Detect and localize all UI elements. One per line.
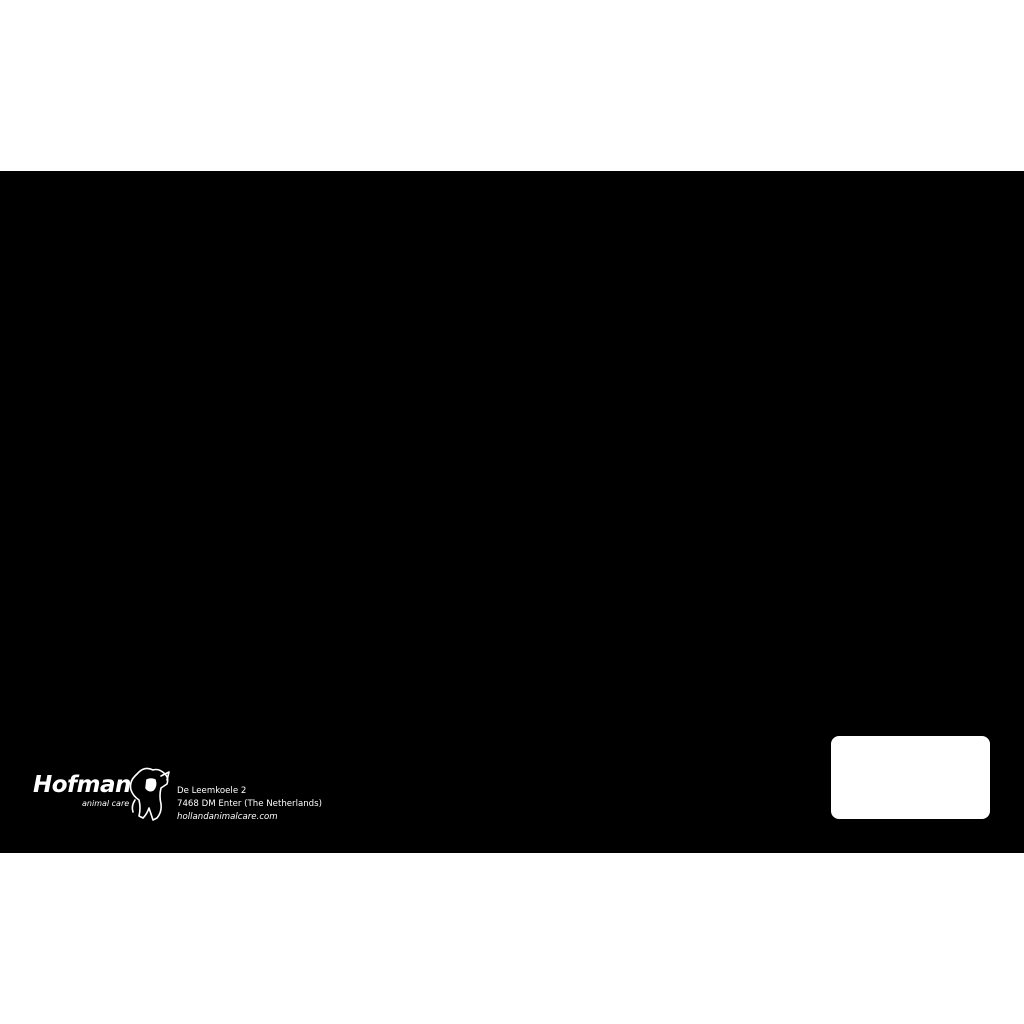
fr-comp-line2: 5,0% marc de pomme (séché); mélasse de canne à sucre; orge; maïs; — [519, 553, 944, 568]
en-anal-label: Analytical constituents: — [519, 340, 682, 355]
cow-icon — [125, 766, 175, 822]
section-en — [519, 241, 993, 435]
de-storage — [34, 687, 506, 726]
lang-code-nl: NL — [34, 243, 52, 257]
fr-stor-label: Conservation: — [519, 669, 615, 684]
en-anal-line2: crude protein 9.6%; crude fat 3.2%; calcium 3.0%; phosphorus 0.6%; sodium 0.1%. — [519, 359, 988, 393]
section-de — [34, 513, 506, 765]
en-stor-line2: each use. Best before: see barcode. — [519, 417, 737, 432]
nl-analysis — [34, 377, 506, 416]
fr-storage — [519, 668, 993, 707]
fr-anal-line1: Cellulose brute 15,4%; cendres brutes 12,2%; — [695, 592, 978, 607]
en-comp-label: Composition: — [519, 281, 610, 296]
fr-stor-line3: voir code-barres. — [519, 747, 622, 762]
de-comp-label: Zusammensetzung: — [34, 553, 169, 568]
section-spacer — [34, 493, 506, 512]
fr-comp-label: Composition: — [519, 514, 610, 529]
lang-code-de: DE — [34, 514, 53, 529]
product-title: Sweet Blocks Apple — [34, 195, 224, 215]
en-feed-label: Feed instructions: — [519, 262, 643, 277]
de-stor-line1: Kühl und trocken < 25°C. Vor direkter Sonneneinstrahlung schützen. — [34, 689, 462, 723]
fr-intro — [519, 454, 993, 473]
company-address — [177, 785, 322, 824]
en-comp-line1: Wheat bran; oat hulls; calcium carbonate; lucerne meal; — [609, 281, 955, 296]
nl-stor-line1: Koel en droog < 25°C. Buiten direct zonlicht. Verpakking sluiten na — [34, 437, 494, 471]
de-stor-line2: Verpackung schließen nach jedem Gebrauch. Mindestens haltbar bis: siehe — [34, 728, 490, 743]
section-spacer — [519, 435, 993, 454]
de-feed — [34, 532, 506, 551]
de-analysis — [34, 629, 506, 668]
fr-feed — [519, 474, 993, 513]
logo-wordmark: Hofman — [33, 772, 131, 798]
fr-feed-label: Instructions d’alimentation: — [519, 475, 711, 490]
de-anal-label: Analytische Bestandteile: — [34, 631, 210, 646]
en-anal-line1: Crude fibre 15.4%; crude ash 12.2%; — [681, 340, 910, 355]
fr-stor-line1: Dans un endroit frais et sec < 25°C. À l’abri des rayons directs du — [519, 669, 954, 704]
fr-anal-line2: protéine brute 9,6%; matières grasses brutes 3,2%; calcium 3,0%; phosphore 0,6%; — [519, 611, 991, 646]
fr-anal-label: Constituants analytiques: — [519, 592, 696, 607]
nl-comp-label: Samenstelling: — [34, 281, 137, 296]
section-nl — [34, 241, 506, 493]
de-intro-text: Ergänzungsfuttermittel für Pferde. — [52, 514, 264, 529]
nl-storage — [34, 435, 506, 474]
en-comp-line3: 0.1% apple pieces (dried). — [519, 320, 679, 335]
en-feed-text: Up to 200 grams per animal per day. — [642, 262, 870, 277]
nl-stor-label: Bewaring: — [34, 437, 104, 452]
en-comp-line2: 5.0% apple pomace (dried); sugar cane molasses; barley; maize; — [519, 301, 914, 316]
nl-composition — [34, 280, 506, 319]
en-composition — [519, 280, 993, 299]
nl-intro-text: Aanvullend diervoeder voor paarden. — [51, 243, 282, 257]
nl-anal-line1: Ruwe celstof 15,4%; ruwe as 12,2%; ruw eiwit 9,6%; — [34, 378, 500, 413]
nl-anal-line2: ruw vet 3,2%; calcium 3,0%; fosfor 0,6%; natrium 0,1%. — [34, 417, 375, 432]
company-website: hollandanimalcare.com — [177, 812, 278, 822]
registration-label: Registration number NVWA: — [519, 786, 712, 801]
section-fr — [519, 454, 993, 765]
fr-analysis — [519, 590, 993, 609]
nl-comp-line1: Tarwezemelen; haverschillen; calciumcarbonaat; luzernemeel; — [34, 281, 436, 316]
de-composition — [34, 551, 506, 570]
de-feed-label: Fütterungsempfehlung: — [34, 534, 197, 549]
fr-intro-text: Aliment complémentaire pour des chevaux. — [536, 456, 806, 471]
en-stor-line1: Cool and dry < 25°C. Out of direct sunlight. Close packaging after — [577, 398, 982, 413]
nl-feed — [34, 260, 506, 279]
fr-comp-line1: Son de blé; son d’avoine; carbonate de calcium; farine de luzerne; — [519, 514, 964, 549]
de-anal-line1: Rohfaser 15,4%; Rohasche 12,2%; Rohprotein 9,6%; — [34, 631, 492, 665]
lang-code-en: EN — [519, 243, 538, 257]
nl-comp-line2: 5,0% appelpulp (gedroogd); suikerrietmelasse; gerst; maïs; 0,1% appelstukjes — [34, 320, 429, 355]
fr-stor-line2: soleil. Fermer l’emballage après chaque utilisation. À utiliser de préférence avant: — [519, 708, 974, 743]
de-comp-line3: 0,1% Apfelstücke (getrocknet). — [34, 611, 222, 626]
de-intro — [34, 513, 506, 532]
nl-intro — [34, 241, 506, 260]
de-comp-line2: Luzernemehl; 5,0% Apfeltrester (getrocknet); Zuckerrohrmelasse; Gerste; Mais; — [34, 572, 482, 607]
fr-anal-line3: sodium 0,1%. — [519, 650, 602, 665]
de-stor-label: Lagerung: — [34, 689, 104, 704]
de-stor-line3: Barcode. — [34, 747, 88, 762]
de-comp-line1: Weizenkleie; Haferschälkleie; Calciumcarbonat; — [168, 553, 461, 568]
nl-feed-label: Voederadvies: — [34, 262, 132, 277]
en-intro — [519, 241, 993, 260]
en-intro-text: Complementary feed for horses. — [537, 243, 738, 257]
en-storage — [519, 396, 993, 415]
en-stor-label: Storage: — [519, 398, 578, 413]
en-analysis — [519, 338, 993, 357]
fr-composition — [519, 513, 993, 552]
nl-stor-line2: elk gebruik. Ten minste houdbaar tot: zie barcode. — [34, 475, 339, 490]
logo-tagline: animal care — [82, 799, 130, 808]
barcode-area — [831, 736, 990, 819]
registration-number: NL17352. — [711, 786, 774, 801]
fr-feed-text: Donner jusqu’à 200 grammes par animal par jour. — [519, 475, 988, 510]
haccp-line: Produced by HACCP guidelines. — [519, 805, 710, 820]
en-feed — [519, 260, 993, 279]
nl-comp-line3: (gedroogd). — [34, 359, 106, 374]
fr-comp-line3: 0,1% morceaux de pomme (séchées). — [519, 572, 750, 587]
left-column — [34, 241, 506, 765]
address-street: De Leemkoele 2 — [177, 786, 247, 796]
nl-feed-text: Tot 200 gram per dier per dag. — [131, 262, 322, 277]
address-city: 7468 DM Enter (The Netherlands) — [177, 799, 322, 809]
de-feed-text: Bis zu 200 Gramm pro Tier pro Tag. — [196, 534, 415, 549]
de-anal-line2: Rohfett 3,2%; Calcium 3,0%; Phosphor 0,6%; Natrium 0,1%. — [34, 669, 399, 684]
nl-anal-label: Analytische bestanddelen: — [34, 378, 216, 393]
lang-code-fr: FR — [519, 456, 537, 471]
